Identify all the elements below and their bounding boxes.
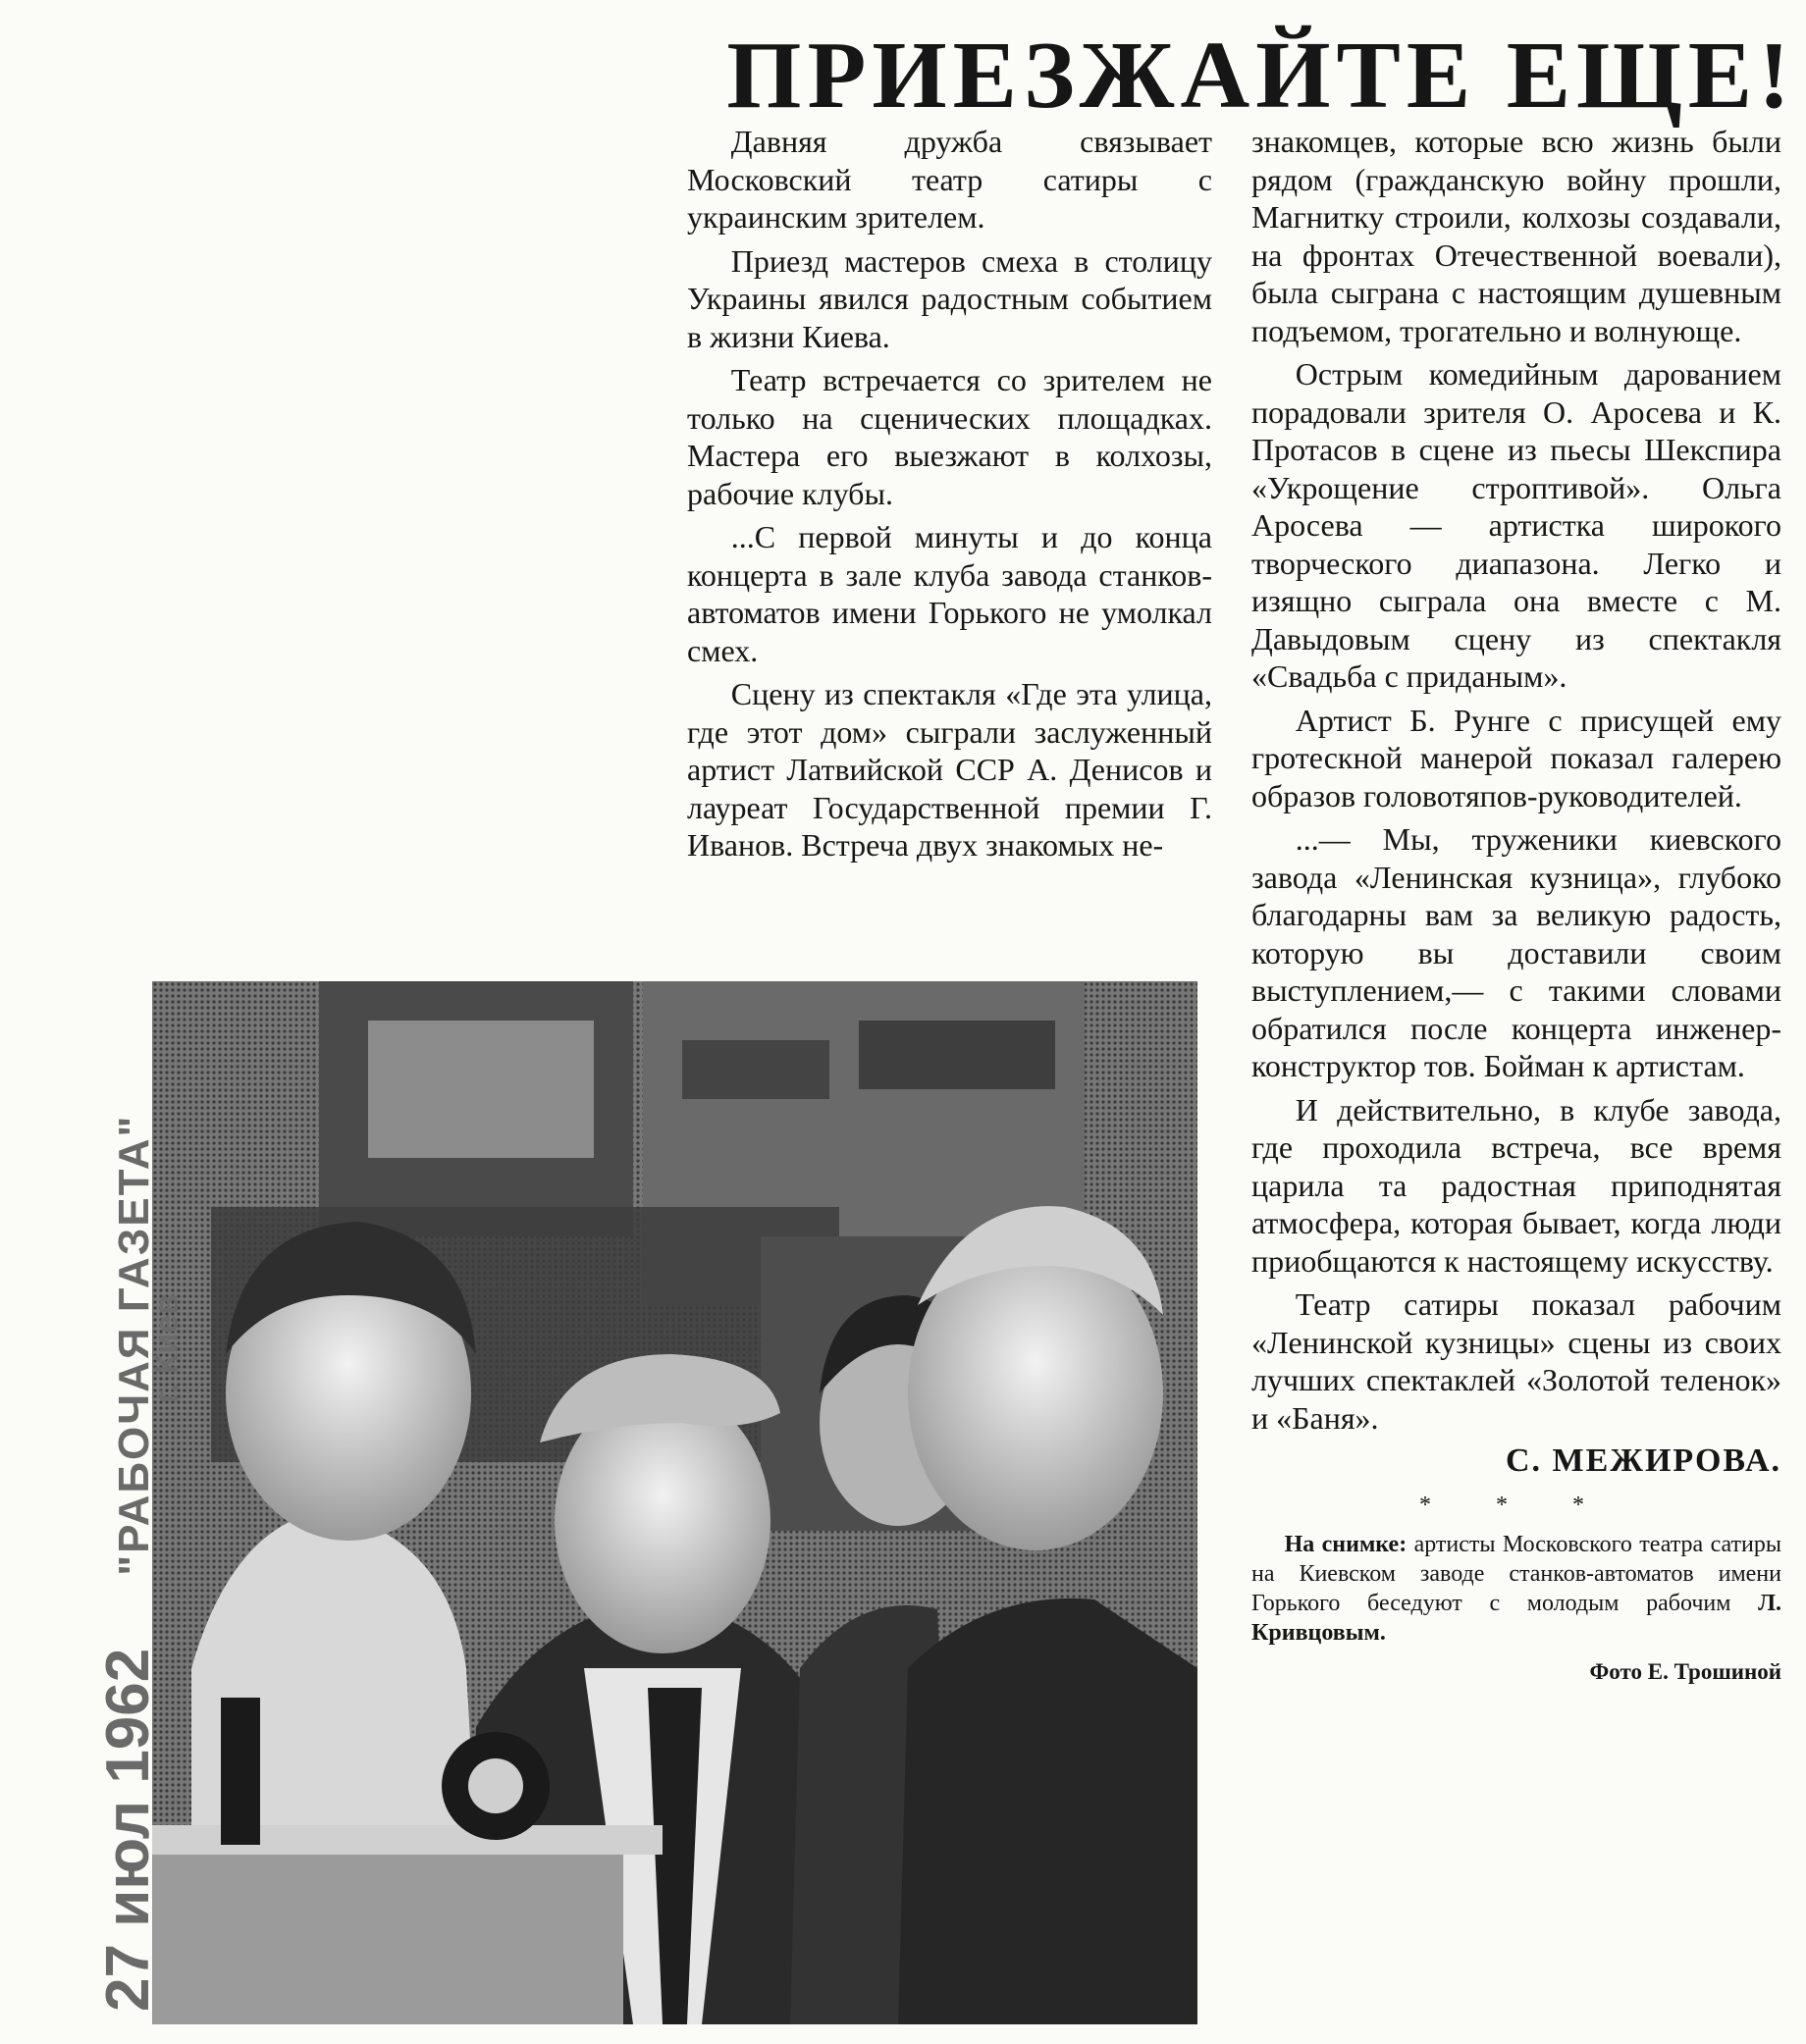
paragraph: Театр встречается со зрителем не только на сценических площадках. Мастера его выезжают в колхозы, рабочие клубы. [687,362,1212,511]
photo-caption [1251,1530,1781,1648]
paragraph: ...— Мы, труженики киевского завода «Ленинская кузница», глубоко благодарны вам за великую радость, которую вы доставили своим выступлением,— с такими словами обратился после концерта инженер-конструктор тов. Бойман к артистам. [1251,821,1781,1083]
article-column-right [1251,123,1781,1698]
photo-illustration [152,981,1197,2024]
paragraph: ...С первой минуты и до конца концерта в зале клуба завода станков-автоматов имени Горького не умолкал смех. [687,519,1212,668]
separator: * * * [1419,1492,1614,1518]
paragraph: Сцену из спектакля «Где эта улица, где этот дом» сыграли заслуженный артист Латвийской ССР А. Денисов и лауреат Государственной премии Г. Иванов. Встреча двух знакомых не- [687,676,1212,863]
article-column-left [687,123,1212,870]
paragraph: Давняя дружба связывает Московский театр сатиры с украинским зрителем. [687,124,1212,235]
stamp-city: г. Киев [148,1293,186,1403]
caption-label: На снимке: [1284,1532,1408,1557]
paragraph: Театр сатиры показал рабочим «Ленинской кузницы» сцены из своих лучших спектаклей «Золотой теленок» и «Баня». [1251,1286,1781,1436]
stamp-newspaper: "РАБОЧАЯ ГАЗЕТА" [110,1114,158,1576]
stamp-date: 27 июл 1962 [94,1648,162,2012]
paragraph: Артист Б. Рунге с присущей ему гротескной манерой показал галерею образов головотяпов-руководителей. [1251,702,1781,813]
paragraph: знакомцев, которые всю жизнь были рядом (гражданскую войну прошли, Магнитку строили, колхозы создавали, на фронтах Отечественной воевали), была сыграна с настоящим душевным подъемом, трогательно и волнующе. [1251,124,1781,348]
caption-text: артисты Московского театра сатиры на Киевском заводе станков-автоматов имени Горького беседуют с молодым рабочим [1251,1532,1782,1616]
headline: ПРИЕЗЖАЙТЕ ЕЩЕ! [726,23,1796,129]
paragraph: Острым комедийным дарованием порадовали зрителя О. Аросева и К. Протасов в сцене из пьесы Шекспира «Укрощение строптивой». Ольга Аросева — артистка широкого творческого диапазона. Легко и изящно сыграла она вместе с М. Давыдовым сцену из спектакля «Свадьба с приданым». [1251,356,1781,694]
news-photo [152,981,1197,2024]
photo-credit: Фото Е. Трошиной [1589,1659,1781,1684]
paragraph: Приезд мастеров смеха в столицу Украины явился радостным событием в жизни Киева. [687,242,1212,354]
author-signature: С. МЕЖИРОВА. [1506,1442,1781,1479]
archive-stamp [93,932,186,2012]
paragraph: И действительно, в клубе завода, где проходила встреча, все время царила та радостная приподнятая атмосфера, которая бывает, когда люди приобщаются к настоящему искусству. [1251,1091,1781,1279]
caption-name: Л. Кривцовым. [1251,1591,1782,1646]
